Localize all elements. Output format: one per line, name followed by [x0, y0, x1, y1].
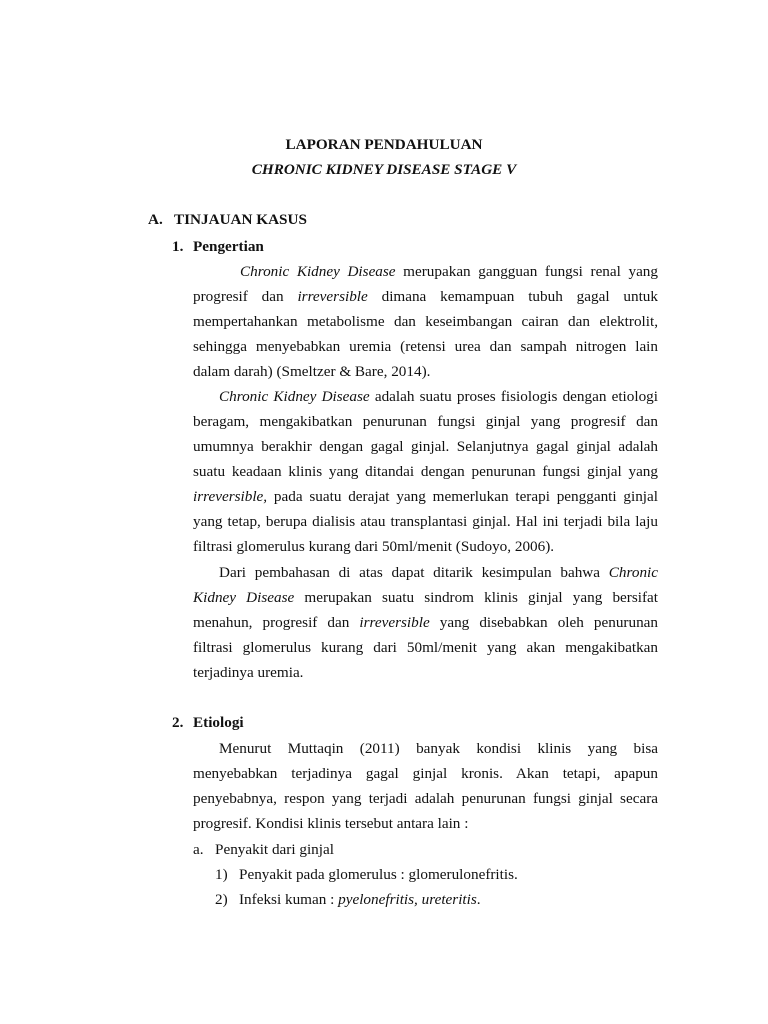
paragraph-line: progresif. Kondisi klinis tersebut antara lain :	[193, 815, 469, 832]
paragraph-line: filtrasi glomerulus kurang dari 50ml/menit yang akan mengakibatkan	[193, 639, 658, 656]
document-subtitle: CHRONIC KIDNEY DISEASE STAGE V	[251, 161, 517, 178]
subsection-number: 1.	[172, 238, 184, 255]
section-title: TINJAUAN KASUS	[174, 211, 307, 228]
paragraph-line: progresif dan irreversible dimana kemampuan tubuh gagal untuk	[193, 288, 658, 305]
document-title: LAPORAN PENDAHULUAN	[285, 136, 483, 153]
paragraph-line: sehingga menyebabkan uremia (retensi urea dan sampah nitrogen lain	[193, 338, 658, 355]
subsection-heading-pengertian	[172, 237, 264, 257]
paragraph-line: beragam, mengakibatkan penurunan fungsi ginjal yang progresif dan	[193, 413, 658, 430]
paragraph-line: terjadinya uremia.	[193, 664, 304, 681]
list-item-label: 1)	[215, 866, 228, 883]
subsection-title: Pengertian	[193, 238, 264, 255]
list-item-text: Penyakit dari ginjal	[215, 841, 334, 858]
list-item-text-italic: pyelonefritis, ureteritis	[338, 891, 477, 908]
paragraph-line: menyebabkan terjadinya gagal ginjal kronis. Akan tetapi, apapun	[193, 765, 658, 782]
paragraph-line: Kidney Disease merupakan suatu sindrom klinis ginjal yang bersifat	[193, 589, 658, 606]
list-item-text: Infeksi kuman :	[239, 891, 339, 908]
paragraph-line: dalam darah) (Smeltzer & Bare, 2014).	[193, 363, 431, 380]
paragraph-line: Chronic Kidney Disease merupakan gangguan fungsi renal yang	[240, 263, 658, 280]
paragraph-line: filtrasi glomerulus kurang dari 50ml/menit (Sudoyo, 2006).	[193, 538, 555, 555]
paragraph-line: penyebabnya, respon yang terjadi adalah penurunan fungsi ginjal secara	[193, 790, 658, 807]
paragraph-line: Chronic Kidney Disease adalah suatu proses fisiologis dengan etiologi	[219, 388, 658, 405]
list-item: 2) Infeksi kuman : pyelonefritis, ureteritis.	[215, 891, 481, 908]
subsection-number: 2.	[172, 714, 184, 731]
list-item	[215, 865, 518, 885]
paragraph-line: umumnya berakhir dengan gagal ginjal. Selanjutnya gagal ginjal adalah	[193, 438, 658, 455]
section-heading-a	[148, 210, 307, 230]
section-label: A.	[148, 211, 163, 228]
paragraph-line: suatu keadaan klinis yang ditandai dengan penurunan fungsi ginjal yang	[193, 463, 658, 480]
paragraph-line: mempertahankan metabolisme dan keseimbangan cairan dan elektrolit,	[193, 313, 658, 330]
paragraph-line: irreversible, pada suatu derajat yang memerlukan terapi pengganti ginjal	[193, 488, 658, 505]
subsection-heading-etiologi	[172, 713, 244, 733]
subsection-title: Etiologi	[193, 714, 244, 731]
list-item-label: a.	[193, 841, 204, 858]
paragraph-line: Menurut Muttaqin (2011) banyak kondisi klinis yang bisa	[219, 740, 658, 757]
paragraph-line: yang tetap, berupa dialisis atau transplantasi ginjal. Hal ini terjadi bila laju	[193, 513, 658, 530]
list-item-label: 2)	[215, 891, 228, 908]
list-item	[193, 840, 334, 860]
paragraph-line: Dari pembahasan di atas dapat ditarik kesimpulan bahwa Chronic	[219, 564, 658, 581]
list-item-text: Penyakit pada glomerulus : glomerulonefritis.	[239, 866, 518, 883]
paragraph-line: menahun, progresif dan irreversible yang disebabkan oleh penurunan	[193, 614, 658, 631]
